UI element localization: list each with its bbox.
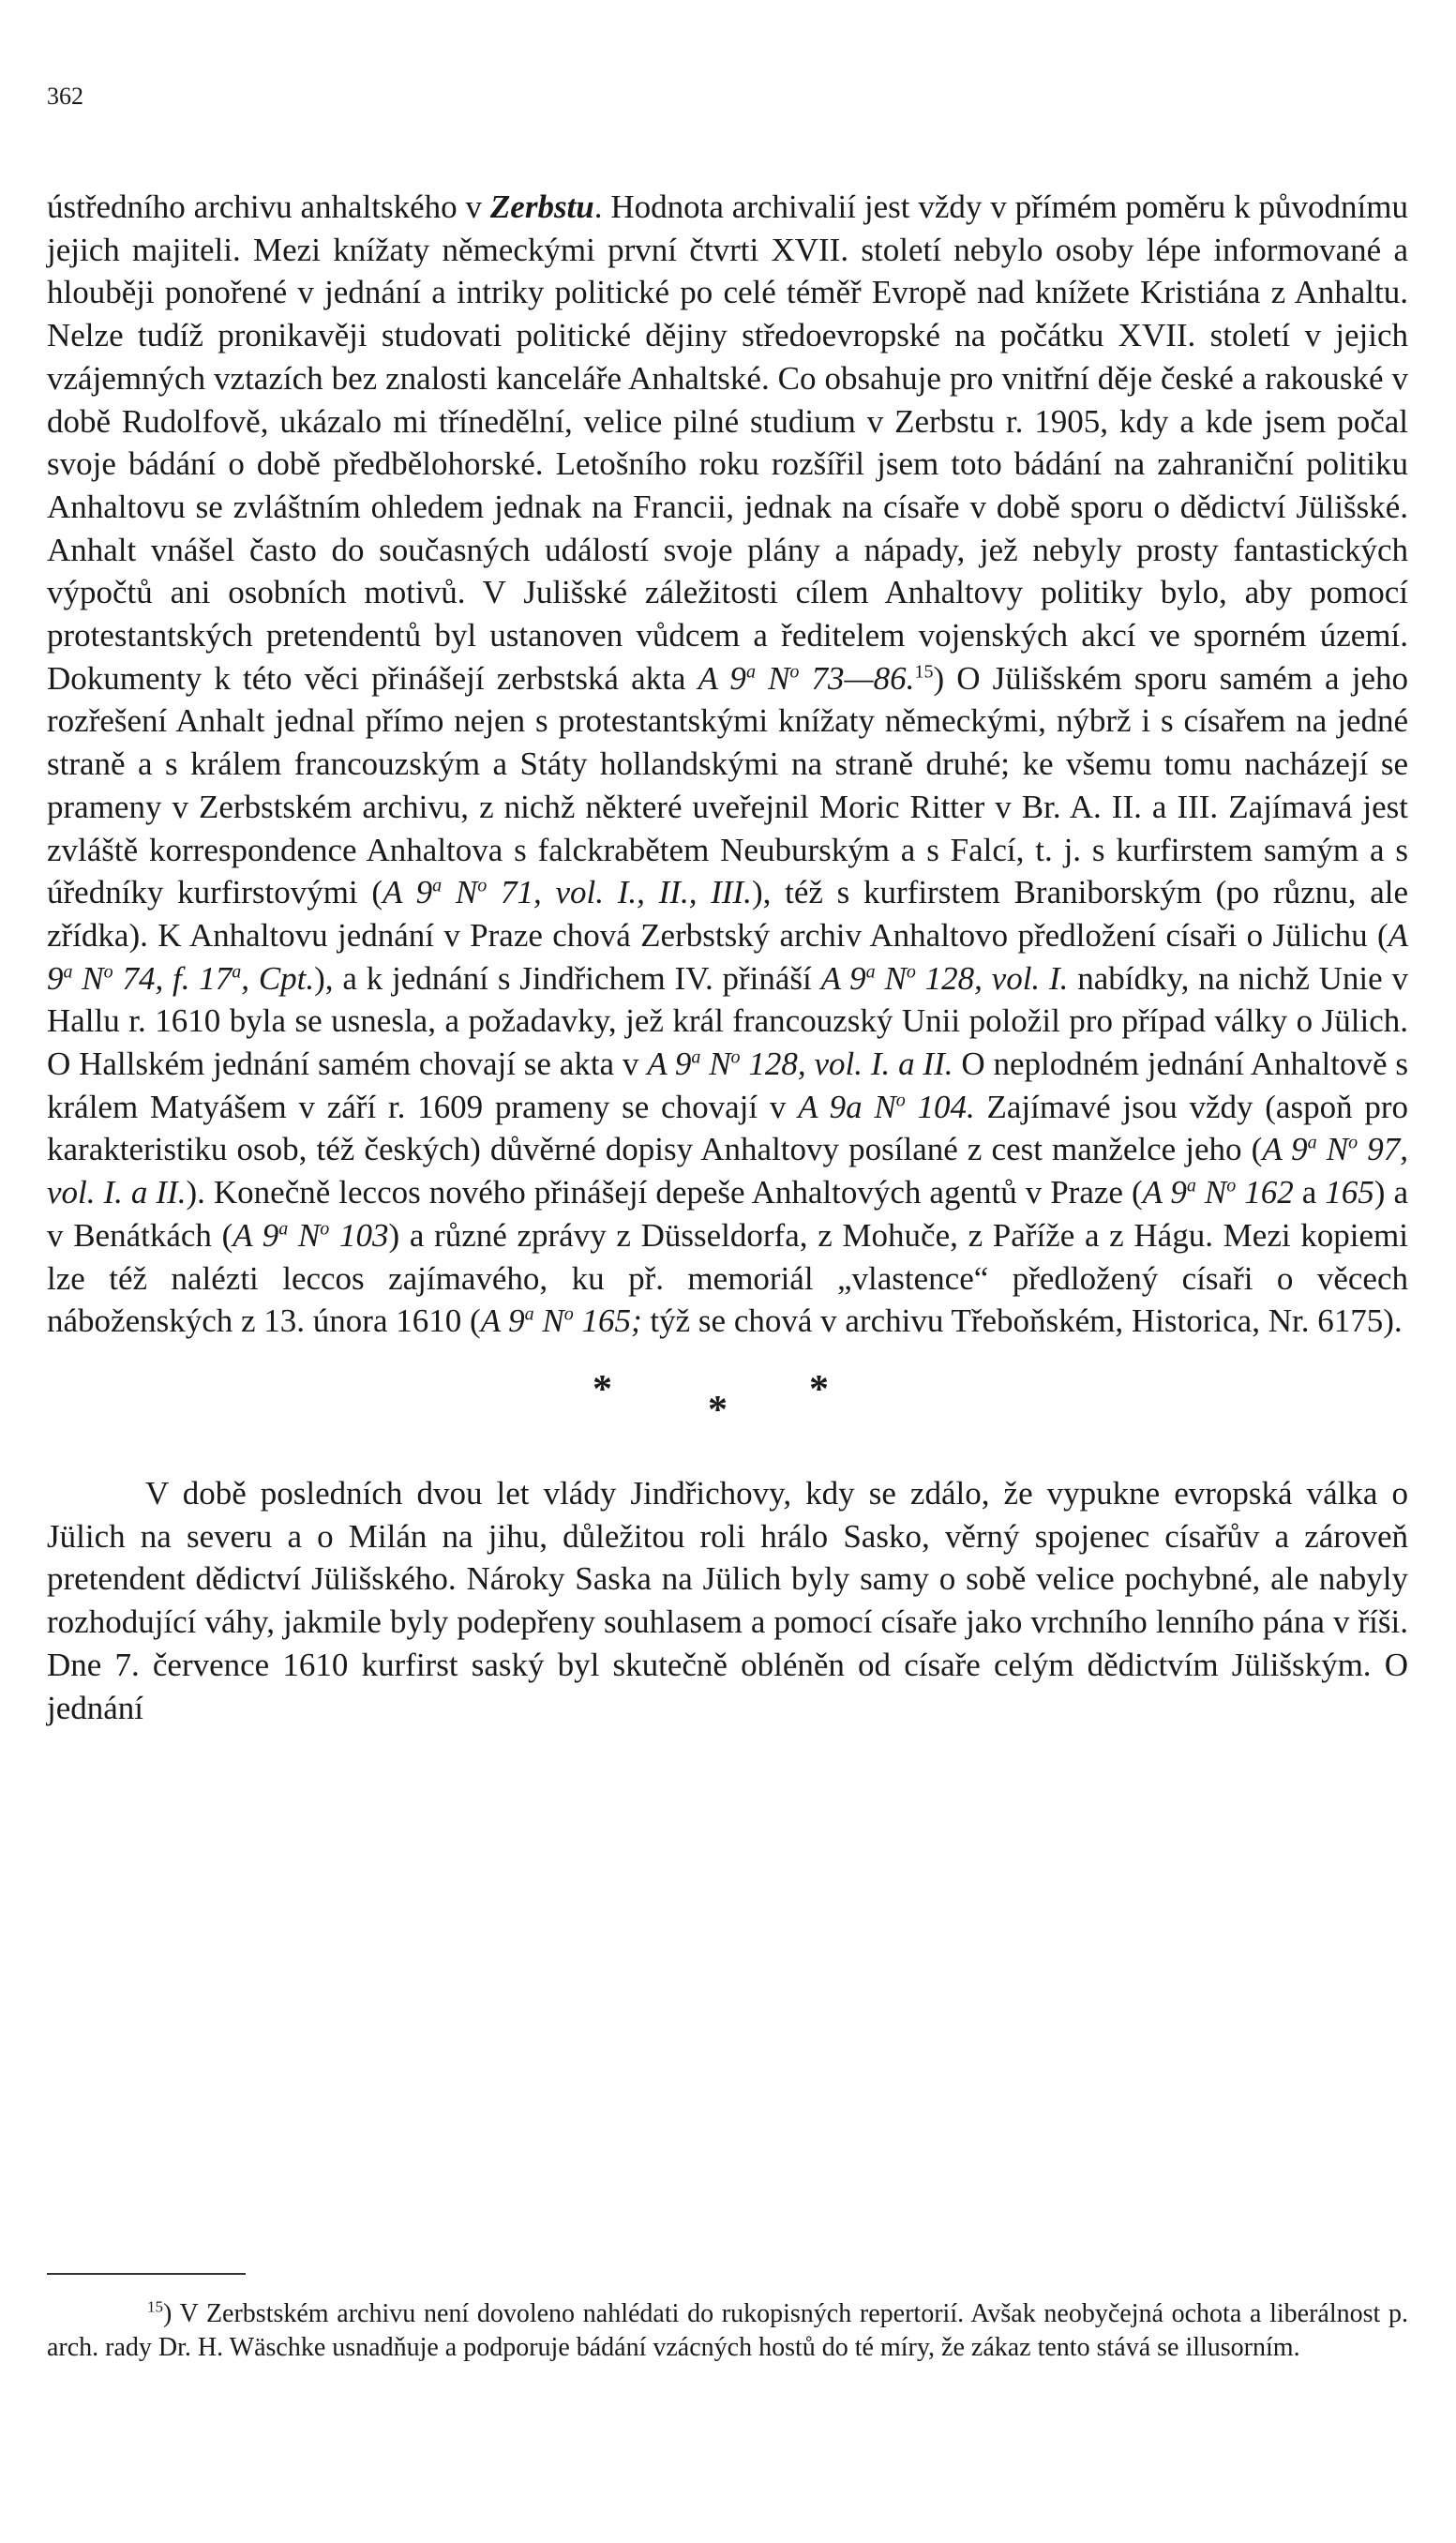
asterisk-middle: *	[708, 1388, 728, 1432]
asterisk-right: *	[809, 1367, 829, 1411]
paragraph-1: ústředního archivu anhaltského v Zerbstu. Hodnota archivalií jest vždy v přímém poměru k původnímu jejich majiteli. Mezi knížaty německými první čtvrti XVII. století nebylo osoby lépe informované a hlouběji ponořené v jednání a intriky politické po celé téměř Evropě nad knížete Kristiána z Anhaltu. Nelze tudíž pronikavěji studovati politické dějiny středoevropské na počátku XVII. století v jejich vzájemných vztazích bez znalosti kanceláře Anhaltské. Co obsahuje pro vnitřní děje české a rakouské v době Rudolfově, ukázalo mi třínedělní, velice pilné studium v Zerbstu r. 1905, kdy a kde jsem počal svoje bádání o době předbělohorské. Letošního roku rozšířil jsem toto bádání na zahraniční politiku Anhaltovu se zvláštním ohledem jednak na Francii, jednak na císaře v době sporu o dědictví Jülišské. Anhalt vnášel často do současných událostí svoje plány a nápady, jež nebyly prosty fantastických výpočtů ani osobních motivů. V Julišské záležitosti cílem Anhaltovy politiky bylo, aby pomocí protestantských pretendentů byl ustanoven vůdcem a ředitelem vojenských akcí ve sporném území. Dokumenty k této věci přinášejí zerbstská akta A 9$^a$ $N^o$ 73—86.15) O Jülišském sporu samém a jeho rozřešení Anhalt jednal přímo nejen s protestantskými knížaty německými, nýbrž i s císařem na jedné straně a s králem francouzským a Státy hollandskými na straně druhé; ke všemu tomu nacházejí se prameny v Zerbstském archivu, z nichž některé uveřejnil Moric Ritter v Br. A. II. a III. Zajímavá jest zvláště korrespondence Anhaltova s falckrabětem Neuburským a s Falcí, t. j. s kurfirstem samým a s úředníky kurfirstovými (A 9$^a$ $N^o$ 71, vol. I., II., III.), též s kurfirstem Braniborským (po různu, ale zřídka). K Anhaltovu jednání v Praze chová Zerbstský archiv Anhaltovo předložení císaři o Jülichu (A 9$^a$ $N^o$ 74, f. 17$^a$, Cpt.), a k jednání s Jindřichem IV. přináší A 9$^a$ $N^o$ 128, vol. I. nabídky, na nichž Unie v Hallu r. 1610 byla se usnesla, a požadavky, jež král francouzský Unii položil pro případ války o Jülich. O Hallském jednání samém chovají se akta v A 9$^a$ $N^o$ 128, vol. I. a II. O neplodném jednání Anhaltově s králem Matyášem v září r. 1609 prameny se chovají v A 9a $N^o$ 104. Zajímavé jsou vždy (aspoň pro karakteristiku osob, též českých) důvěrné dopisy Anhaltovy posílané z cest manželce jeho (A 9$^a$ $N^o$ 97, vol. I. a II.). Konečně leccos nového přinášejí depeše Anhaltových agentů v Praze (A 9$^a$ $N^o$ 162 a 165) a v Benátkách (A 9$^a$ $N^o$ 103) a různé zprávy z Düsseldorfa, z Mohuče, z Paříže a z Hágu. Mezi kopiemi lze též nalézti leccos zajímavého, ku př. memoriál „vlastence“ předložený císaři o věcech náboženských z 13. února 1610 (A 9$^a$ $N^o$ 165; týž se chová v archivu Třeboňském, Historica, Nr. 6175).	[47, 188, 1409, 1340]
asterisk-left: *	[593, 1367, 612, 1411]
page-number: 362	[47, 83, 83, 110]
footnote-marker: 15	[147, 2297, 163, 2316]
footnote-text: ) V Zerbstském archivu není dovoleno nahlédati do rukopisných repertorií. Avšak neobyčejná ochota a liberálnost p. arch. rady Dr. H. Wäschke usnadňuje a podporuje bádání vzácných hostů do té míry, že zákaz tento stává se illusorním.	[47, 2299, 1408, 2362]
main-text	[47, 186, 1408, 1729]
section-separator	[0, 1369, 1456, 1444]
footnote	[47, 2297, 1408, 2365]
paragraph-2: V době posledních dvou let vlády Jindřichovy, kdy se zdálo, že vypukne evropská válka o Jülich na severu a o Milán na jihu, důležitou roli hrálo Sasko, věrný spojenec císařův a zároveň pretendent dědictví Jülišského. Nároky Saska na Jülich byly samy o sobě velice pochybné, ale nabyly rozhodující váhy, jakmile byly podepřeny souhlasem a pomocí císaře jako vrchního lenního pána v říši. Dne 7. července 1610 kurfirst saský byl skutečně obléněn od císaře celým dědictvím Jülišským. O jednání	[47, 1474, 1408, 1726]
footnote-rule	[47, 2273, 246, 2275]
